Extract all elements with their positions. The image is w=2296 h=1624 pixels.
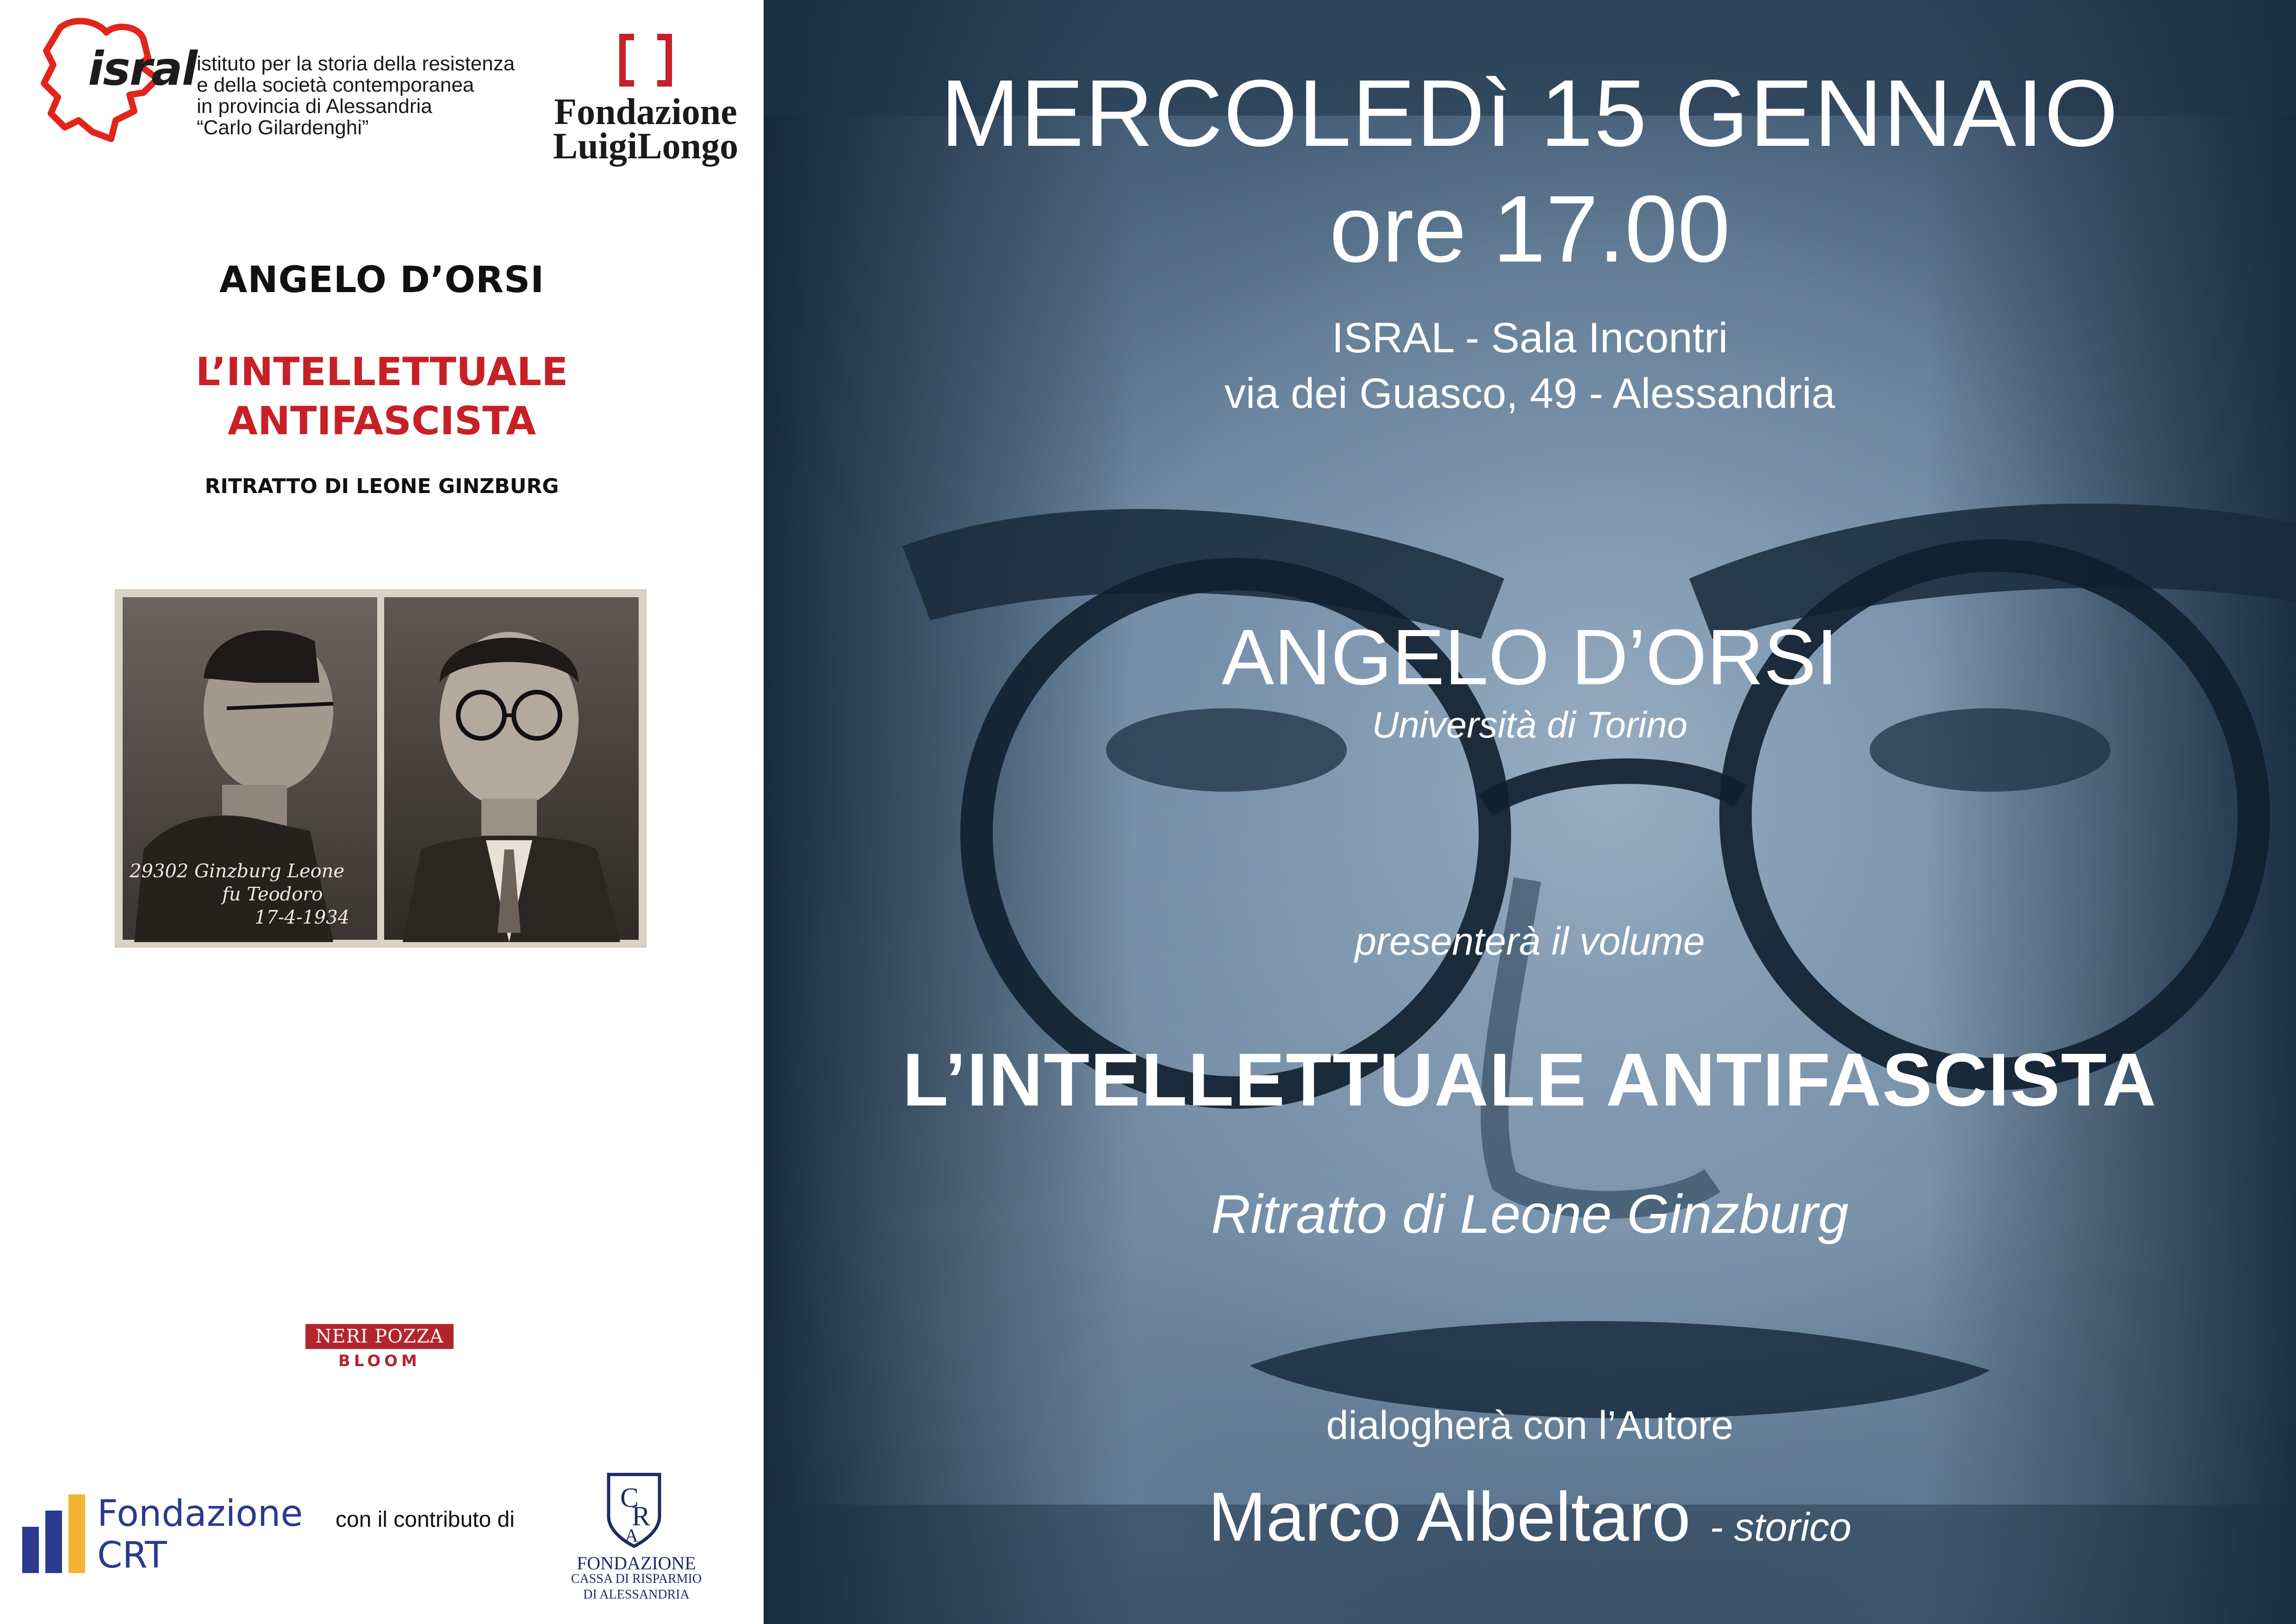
guest-role: - storico xyxy=(1710,1505,1852,1549)
dialog-label: dialogherà con l’Autore xyxy=(1326,1403,1734,1448)
isral-wordmark: isral xyxy=(88,42,197,96)
speaker-affiliation: Università di Torino xyxy=(1372,704,1688,745)
speaker-name: ANGELO D’ORSI xyxy=(1221,613,1838,701)
brackets-icon xyxy=(618,32,673,88)
venue-line: ISRAL - Sala Incontri xyxy=(1332,314,1728,362)
mugshot-caption-line: 29302 Ginzburg Leone xyxy=(130,861,345,882)
publisher-series: BLOOM xyxy=(338,1352,421,1370)
isral-description xyxy=(197,53,530,138)
book-title-line: L’INTELLETTUALE xyxy=(195,349,568,394)
cassa-line: FONDAZIONE xyxy=(577,1553,696,1574)
venue-line: via dei Guasco, 49 - Alessandria xyxy=(1224,370,1836,417)
mugshot-caption-line: fu Teodoro xyxy=(222,884,323,905)
svg-text:C: C xyxy=(620,1482,639,1513)
guest-speaker xyxy=(764,1477,2296,1557)
mugshot-caption-line: 17-4-1934 xyxy=(255,907,350,928)
fondazione-longo-line: Fondazione xyxy=(554,92,737,132)
isral-line: istituto per la storia della resistenza xyxy=(197,52,515,75)
fondazione-longo-wordmark xyxy=(537,92,754,167)
left-panel xyxy=(0,0,764,1624)
cassa-crest-icon xyxy=(599,1470,669,1549)
contribution-label: con il contributo di xyxy=(336,1507,515,1532)
book-author: ANGELO D’ORSI xyxy=(219,259,545,301)
event-time: ore 17.00 xyxy=(1329,176,1730,282)
book-title xyxy=(0,347,764,445)
isral-line: in provincia di Alessandria xyxy=(197,95,432,118)
event-date: MERCOLEDì 15 GENNAIO xyxy=(940,60,2119,166)
isral-line: e della società contemporanea xyxy=(197,74,474,96)
event-venue xyxy=(764,310,2296,421)
presents-label: presenterà il volume xyxy=(1355,919,1705,963)
poster-panel xyxy=(764,0,2296,1624)
cassa-line: DI ALESSANDRIA xyxy=(583,1587,690,1602)
fondazione-longo-line: LuigiLongo xyxy=(553,126,739,167)
book-subtitle: RITRATTO DI LEONE GINZBURG xyxy=(205,475,559,498)
book-subtitle-main: Ritratto di Leone Ginzburg xyxy=(1211,1184,1849,1245)
svg-text:A: A xyxy=(625,1525,638,1546)
svg-text:R: R xyxy=(632,1501,651,1531)
publisher-name: NERI POZZA xyxy=(305,1324,454,1349)
crt-line: CRT xyxy=(97,1535,167,1576)
book-title-main: L’INTELLETTUALE ANTIFASCISTA xyxy=(902,1038,2157,1122)
crt-wordmark xyxy=(97,1493,303,1576)
crt-line: Fondazione xyxy=(97,1493,303,1535)
fondazione-longo-logo xyxy=(537,32,754,171)
book-title-line: ANTIFASCISTA xyxy=(227,398,536,443)
mugshot-image xyxy=(116,590,646,947)
mugshot-photo xyxy=(116,590,646,947)
isral-line: “Carlo Gilardenghi” xyxy=(197,116,369,139)
cassa-line: CASSA DI RISPARMIO xyxy=(571,1572,702,1586)
publisher-logo xyxy=(305,1324,454,1370)
cassa-wordmark xyxy=(528,1555,745,1603)
crt-logo-icon xyxy=(22,1494,92,1573)
guest-name: Marco Albeltaro xyxy=(1208,1478,1691,1555)
